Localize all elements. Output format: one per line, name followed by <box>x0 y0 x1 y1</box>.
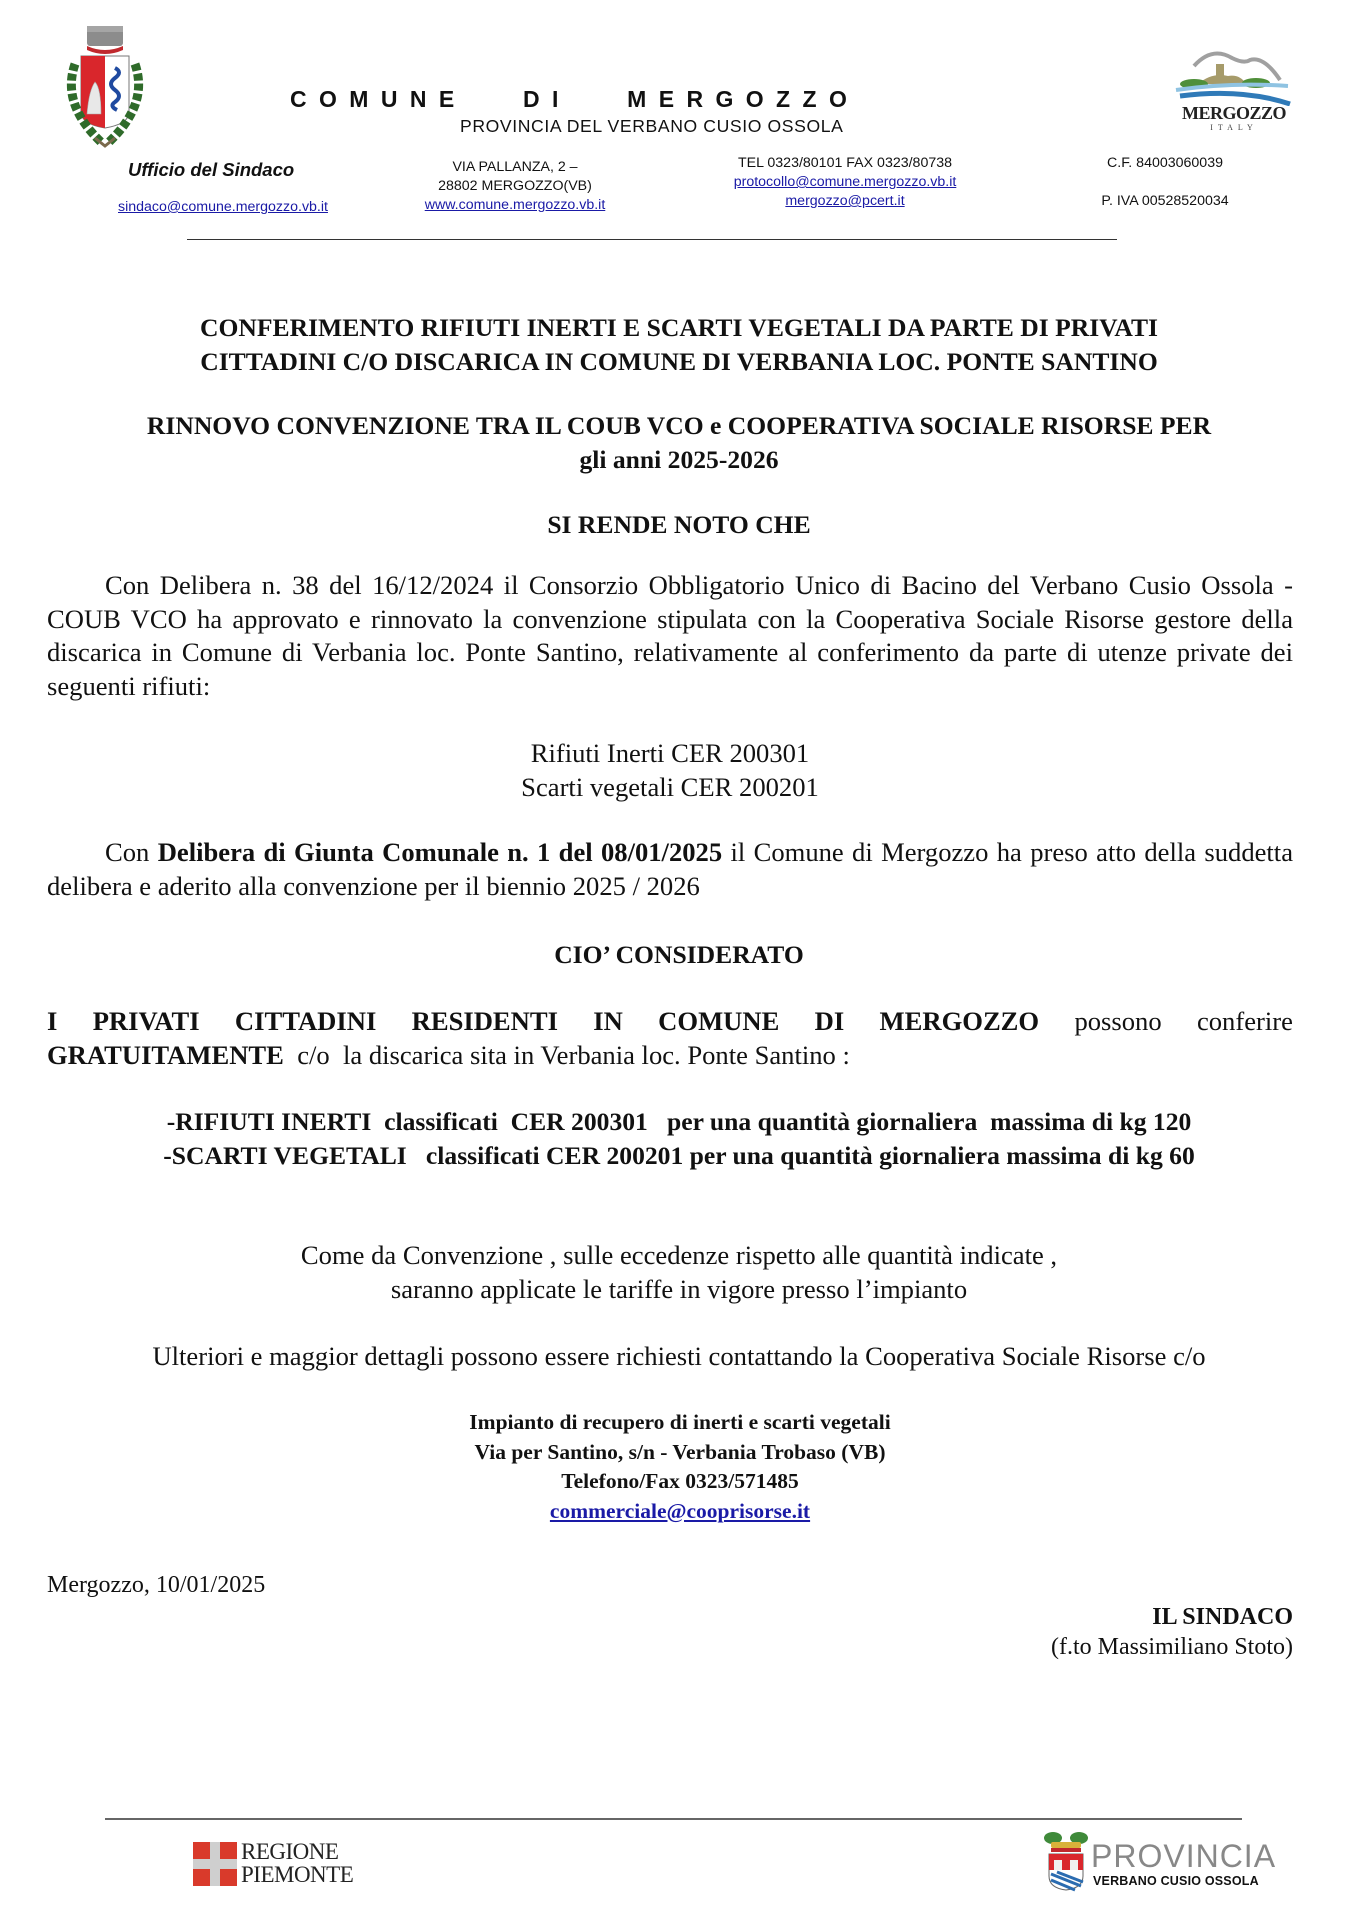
subtitle-line-2: gli anni 2025-2026 <box>579 445 779 474</box>
facility-email-link[interactable]: commerciale@cooprisorse.it <box>549 1498 811 1523</box>
signer-title: IL SINDACO <box>1152 1604 1293 1630</box>
address-city: 28802 MERGOZZO(VB) <box>438 178 592 194</box>
website-link[interactable]: www.comune.mergozzo.vb.it <box>424 197 606 213</box>
vat-number: P. IVA 00528520034 <box>1101 193 1229 209</box>
provincia-coat-of-arms-icon <box>1043 1830 1089 1892</box>
signer-name: (f.to Massimiliano Stoto) <box>1051 1634 1293 1660</box>
tariff-note-line-2: saranno applicate le tariffe in vigore presso l’impianto <box>390 1273 968 1304</box>
notice-heading: SI RENDE NOTO CHE <box>547 510 811 539</box>
address-block <box>400 158 630 215</box>
protocol-email-link[interactable]: protocollo@comune.mergozzo.vb.it <box>733 174 957 190</box>
piemonte-cross-icon <box>193 1842 237 1886</box>
title-line-1: CONFERIMENTO RIFIUTI INERTI E SCARTI VEGETALI DA PARTE DI PRIVATI <box>200 313 1158 342</box>
title-line-2: CITTADINI C/O DISCARICA IN COMUNE DI VERBANIA LOC. PONTE SANTINO <box>200 347 1158 376</box>
signature-block <box>900 1602 1293 1662</box>
header-divider <box>187 239 1117 240</box>
regione-line-2: PIEMONTE <box>241 1862 354 1887</box>
waste-type-item: Scarti vegetali CER 200201 <box>521 771 819 802</box>
facility-address: Via per Santino, s/n - Verbania Trobaso (VB) <box>474 1439 886 1464</box>
regione-piemonte-logo <box>193 1840 353 1888</box>
place-date: Mergozzo, 10/01/2025 <box>47 1572 266 1598</box>
town-name: COMUNE DI MERGOZZO <box>290 86 860 112</box>
paragraph-residents <box>47 1005 1293 1072</box>
limit-inert-waste: -RIFIUTI INERTI classificati CER 200301 per una quantità giornaliera massima di kg 120 <box>166 1107 1192 1136</box>
quantity-limits <box>40 1105 1318 1173</box>
mountain-lake-icon <box>1172 46 1296 106</box>
facility-name: Impianto di recupero di inerti e scarti vegetali <box>469 1410 891 1434</box>
bold-word: COMUNE <box>658 1006 780 1036</box>
municipal-coat-of-arms-icon <box>57 24 153 152</box>
provincia-word: PROVINCIA <box>1091 1838 1277 1874</box>
facility-contact <box>300 1408 1060 1526</box>
bold-word: DI <box>814 1006 845 1036</box>
bold-word: IN <box>593 1006 623 1036</box>
bold-word: PRIVATI <box>92 1006 200 1036</box>
fiscal-block <box>1070 154 1260 211</box>
facility-phone: Telefono/Fax 0323/571485 <box>561 1469 799 1493</box>
mayor-office-label: Ufficio del Sindaco <box>128 159 295 180</box>
regione-line-1: REGIONE <box>241 1839 339 1864</box>
further-info: Ulteriori e maggior dettagli possono essere richiesti contattando la Cooperativa Sociale Risorse c/o <box>152 1341 1206 1371</box>
provincia-vco-logo <box>1043 1830 1277 1892</box>
paragraph-suffix: c/o la discarica sita in Verbania loc. Ponte Santino : <box>283 1039 850 1070</box>
limit-green-waste: -SCARTI VEGETALI classificati CER 200201 per una quantità giornaliera massima di kg 60 <box>163 1141 1195 1170</box>
regione-text <box>241 1840 353 1886</box>
tourism-logo-name: MERGOZZO <box>1181 103 1286 123</box>
paragraph-delibera-coub <box>47 569 1293 703</box>
bold-word: I <box>47 1006 58 1036</box>
footer-divider <box>105 1818 1242 1820</box>
waste-type-item: Rifiuti Inerti CER 200301 <box>530 738 810 768</box>
subtitle-line-1: RINNOVO CONVENZIONE TRA IL COUB VCO e COOPERATIVA SOCIALE RISORSE PER <box>146 411 1212 440</box>
paragraph-suffix: il Comune di Mergozzo ha preso atto della suddetta delibera e aderito alla convenzione per il biennio 2025 / 2026 <box>47 837 1294 901</box>
provincia-subtitle: VERBANO CUSIO OSSOLA <box>1093 1874 1259 1888</box>
paragraph-first-line <box>47 1005 1293 1039</box>
paragraph-prefix: Con <box>105 837 158 867</box>
document-subtitle <box>40 409 1318 477</box>
pec-email-link[interactable]: mergozzo@pcert.it <box>785 193 905 209</box>
word: possono <box>1074 1006 1162 1036</box>
bold-word: CITTADINI <box>234 1006 377 1036</box>
bold-word: RESIDENTI <box>411 1006 558 1036</box>
contact-block <box>700 154 990 211</box>
address-street: VIA PALLANZA, 2 – <box>452 159 578 175</box>
tax-code: C.F. 84003060039 <box>1107 155 1223 171</box>
bold-word: MERGOZZO <box>879 1006 1040 1036</box>
province-name: PROVINCIA DEL VERBANO CUSIO OSSOLA <box>460 116 844 136</box>
tourism-logo-tagline: ITALY <box>1210 123 1258 132</box>
document-title <box>60 311 1298 379</box>
tariff-note-line-1: Come da Convenzione , sulle eccedenze rispetto alle quantità indicate , <box>300 1240 1058 1270</box>
mayor-email-link[interactable]: sindaco@comune.mergozzo.vb.it <box>118 199 328 215</box>
mergozzo-tourism-logo <box>1172 46 1296 138</box>
paragraph-text: Con Delibera n. 38 del 16/12/2024 il Consorzio Obbligatorio Unico di Bacino del Verbano Cusio Ossola - COUB VCO ha approvato e rinnovato la convenzione stipulata con la Cooperativa Sociale Risorse gestore della discarica in Comune di Verbania loc. Ponte Santino, relativamente al conferimento da parte di utenze private dei seguenti rifiuti: <box>47 570 1293 701</box>
word: conferire <box>1196 1006 1293 1036</box>
phone-fax: TEL 0323/80101 FAX 0323/80738 <box>737 155 953 171</box>
free-of-charge-label: GRATUITAMENTE <box>47 1039 284 1070</box>
tariff-note <box>40 1239 1318 1306</box>
paragraph-delibera-giunta <box>47 836 1293 903</box>
considered-heading: CIO’ CONSIDERATO <box>554 940 804 969</box>
waste-types-list <box>47 737 1293 804</box>
delibera-reference: Delibera di Giunta Comunale n. 1 del 08/01/2025 <box>157 837 723 867</box>
